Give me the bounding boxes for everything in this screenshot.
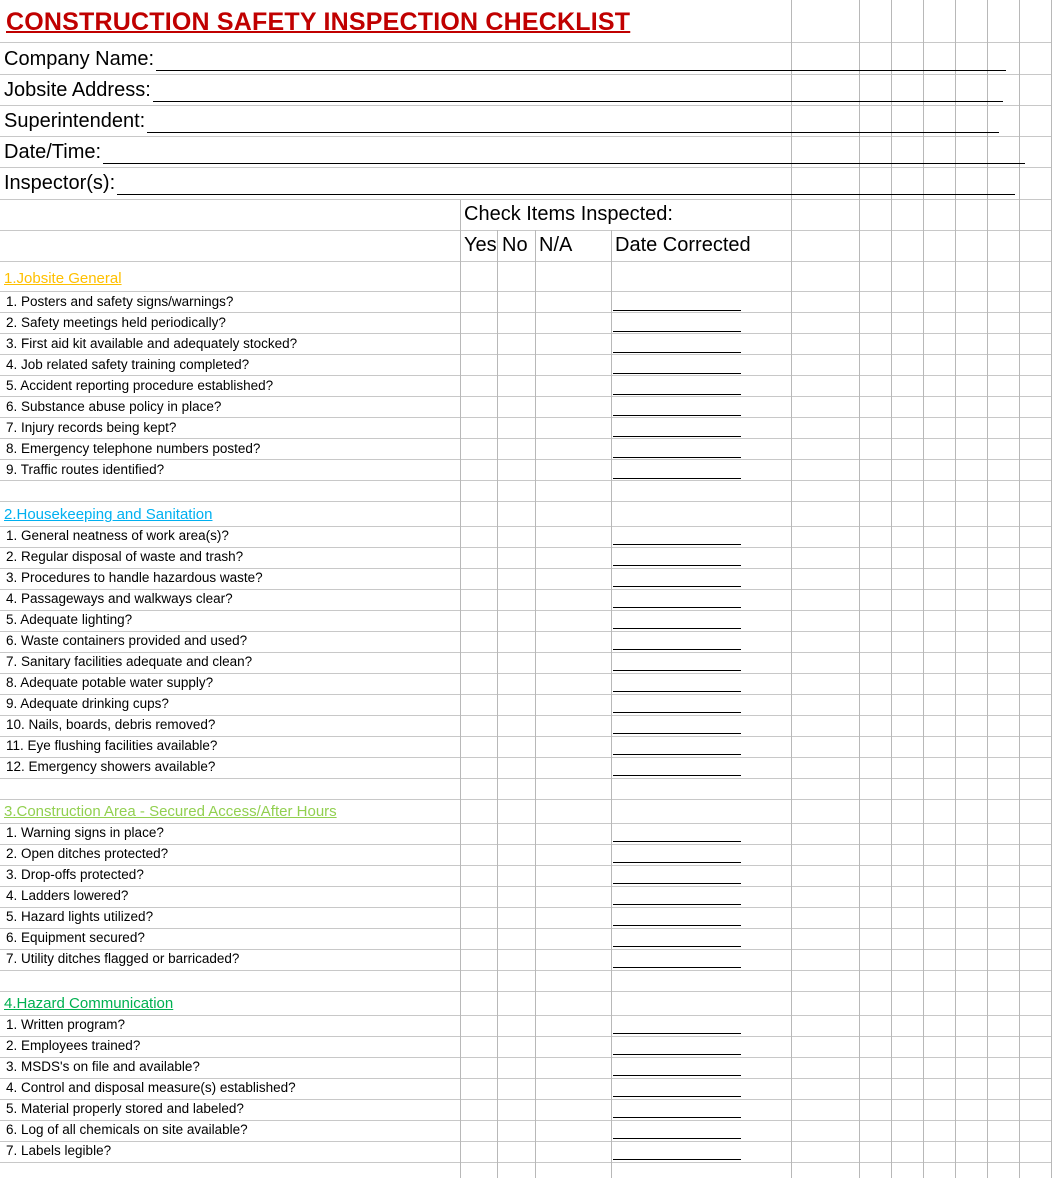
- list-item: 4. Passageways and walkways clear?: [6, 591, 233, 606]
- date-corrected-line[interactable]: [613, 690, 741, 692]
- date-corrected-line[interactable]: [613, 945, 741, 947]
- list-item: 5. Material properly stored and labeled?: [6, 1101, 244, 1116]
- list-item: 3. Procedures to handle hazardous waste?: [6, 570, 263, 585]
- list-item: 1. Written program?: [6, 1017, 126, 1032]
- grid-row-line: [0, 949, 1052, 950]
- date-corrected-line[interactable]: [613, 1158, 741, 1160]
- grid-row-line: [0, 757, 1052, 758]
- grid-row-line: [0, 526, 1052, 527]
- date-corrected-line[interactable]: [613, 372, 741, 374]
- list-item: 9. Adequate drinking cups?: [6, 696, 169, 711]
- section-title-construction-area: 3.Construction Area - Secured Access/After Hours: [4, 803, 337, 820]
- grid-row-line: [0, 991, 1052, 992]
- list-item: 12. Emergency showers available?: [6, 759, 216, 774]
- date-corrected-line[interactable]: [613, 966, 741, 968]
- grid-row-line: [0, 1120, 1052, 1121]
- date-corrected-line[interactable]: [613, 774, 741, 776]
- date-corrected-line[interactable]: [613, 1053, 741, 1055]
- list-item: 1. Warning signs in place?: [6, 825, 164, 840]
- date-corrected-line[interactable]: [613, 924, 741, 926]
- list-item: 5. Adequate lighting?: [6, 612, 133, 627]
- date-corrected-line[interactable]: [613, 840, 741, 842]
- check-items-header: Check Items Inspected:: [464, 203, 673, 225]
- company-name-field[interactable]: [4, 48, 1006, 71]
- grid-row-line: [0, 610, 1052, 611]
- jobsite-address-field[interactable]: [4, 79, 1003, 102]
- grid-row-line: [0, 928, 1052, 929]
- date-corrected-line[interactable]: [613, 669, 741, 671]
- list-item: 6. Log of all chemicals on site available?: [6, 1122, 248, 1137]
- grid-row-line: [0, 74, 1052, 75]
- grid-row-line: [0, 261, 1052, 262]
- section-title-jobsite-general: 1.Jobsite General: [4, 270, 122, 287]
- date-corrected-line[interactable]: [613, 309, 741, 311]
- grid-row-line: [0, 167, 1052, 168]
- grid-row-line: [0, 1078, 1052, 1079]
- grid-row-line: [0, 230, 1052, 231]
- grid-row-line: [0, 799, 1052, 800]
- grid-row-line: [0, 42, 1052, 43]
- company-name-line[interactable]: [156, 54, 1006, 71]
- superintendent-field[interactable]: [4, 110, 999, 133]
- date-corrected-line[interactable]: [613, 711, 741, 713]
- date-corrected-line[interactable]: [613, 606, 741, 608]
- date-corrected-line[interactable]: [613, 456, 741, 458]
- grid-row-line: [0, 886, 1052, 887]
- date-corrected-line[interactable]: [613, 585, 741, 587]
- list-item: 2. Employees trained?: [6, 1038, 141, 1053]
- grid-row-line: [0, 136, 1052, 137]
- date-corrected-line[interactable]: [613, 330, 741, 332]
- grid-row-line: [0, 1141, 1052, 1142]
- grid-row-line: [0, 417, 1052, 418]
- page-title: CONSTRUCTION SAFETY INSPECTION CHECKLIST: [6, 8, 631, 36]
- list-item: 7. Injury records being kept?: [6, 420, 177, 435]
- list-item: 5. Hazard lights utilized?: [6, 909, 154, 924]
- date-corrected-line[interactable]: [613, 1137, 741, 1139]
- grid-row-line: [0, 673, 1052, 674]
- list-item: 4. Job related safety training completed?: [6, 357, 250, 372]
- grid-row-line: [0, 1057, 1052, 1058]
- list-item: 2. Open ditches protected?: [6, 846, 169, 861]
- date-corrected-line[interactable]: [613, 648, 741, 650]
- grid-row-line: [0, 312, 1052, 313]
- date-corrected-column-header: Date Corrected: [615, 234, 751, 256]
- list-item: 7. Labels legible?: [6, 1143, 112, 1158]
- na-column-header: N/A: [539, 234, 573, 256]
- grid-row-line: [0, 970, 1052, 971]
- date-corrected-line[interactable]: [613, 903, 741, 905]
- grid-row-line: [0, 694, 1052, 695]
- jobsite-address-line[interactable]: [153, 85, 1003, 102]
- no-column-header: No: [502, 234, 528, 256]
- list-item: 2. Safety meetings held periodically?: [6, 315, 226, 330]
- list-item: 3. Drop-offs protected?: [6, 867, 144, 882]
- grid-row-line: [0, 375, 1052, 376]
- grid-row-line: [0, 844, 1052, 845]
- grid-row-line: [0, 105, 1052, 106]
- grid-row-line: [0, 547, 1052, 548]
- date-corrected-line[interactable]: [613, 414, 741, 416]
- grid-row-line: [0, 459, 1052, 460]
- date-corrected-line[interactable]: [613, 1095, 741, 1097]
- grid-row-line: [0, 568, 1052, 569]
- grid-row-line: [0, 438, 1052, 439]
- date-corrected-line[interactable]: [613, 435, 741, 437]
- grid-row-line: [0, 907, 1052, 908]
- date-corrected-line[interactable]: [613, 393, 741, 395]
- date-corrected-line[interactable]: [613, 564, 741, 566]
- grid-row-line: [0, 778, 1052, 779]
- grid-row-line: [0, 501, 1052, 502]
- list-item: 4. Ladders lowered?: [6, 888, 129, 903]
- grid-row-line: [0, 823, 1052, 824]
- date-time-line[interactable]: [103, 147, 1025, 164]
- grid-row-line: [0, 480, 1052, 481]
- list-item: 7. Sanitary facilities adequate and clean?: [6, 654, 253, 669]
- grid-row-line: [0, 1162, 1052, 1163]
- grid-row-line: [0, 1036, 1052, 1037]
- list-item: 8. Emergency telephone numbers posted?: [6, 441, 261, 456]
- grid-row-line: [0, 354, 1052, 355]
- superintendent-label: Superintendent:: [4, 110, 146, 132]
- date-time-label: Date/Time:: [4, 141, 102, 163]
- list-item: 7. Utility ditches flagged or barricaded?: [6, 951, 240, 966]
- inspectors-line[interactable]: [117, 178, 1015, 195]
- list-item: 4. Control and disposal measure(s) established?: [6, 1080, 296, 1095]
- grid-row-line: [0, 1015, 1052, 1016]
- list-item: 11. Eye flushing facilities available?: [6, 738, 218, 753]
- grid-row-line: [0, 589, 1052, 590]
- date-corrected-line[interactable]: [613, 477, 741, 479]
- section-title-housekeeping: 2.Housekeeping and Sanitation: [4, 506, 213, 523]
- jobsite-address-label: Jobsite Address:: [4, 79, 151, 101]
- list-item: 8. Adequate potable water supply?: [6, 675, 214, 690]
- date-corrected-line[interactable]: [613, 627, 741, 629]
- grid-row-line: [0, 865, 1052, 866]
- date-time-field[interactable]: [4, 141, 1025, 164]
- superintendent-line[interactable]: [147, 116, 999, 133]
- yes-column-header: Yes: [464, 234, 497, 256]
- date-corrected-line[interactable]: [613, 1116, 741, 1118]
- grid-row-line: [0, 736, 1052, 737]
- grid-row-line: [0, 1099, 1052, 1100]
- grid-row-line: [0, 631, 1052, 632]
- date-corrected-line[interactable]: [613, 351, 741, 353]
- grid-row-line: [0, 652, 1052, 653]
- grid-row-line: [0, 333, 1052, 334]
- list-item: 3. MSDS's on file and available?: [6, 1059, 200, 1074]
- list-item: 5. Accident reporting procedure established?: [6, 378, 274, 393]
- grid-row-line: [0, 715, 1052, 716]
- inspectors-field[interactable]: [4, 172, 1015, 195]
- date-corrected-line[interactable]: [613, 753, 741, 755]
- list-item: 3. First aid kit available and adequately stocked?: [6, 336, 298, 351]
- date-corrected-line[interactable]: [613, 861, 741, 863]
- section-title-hazard-communication: 4.Hazard Communication: [4, 995, 174, 1012]
- list-item: 6. Equipment secured?: [6, 930, 145, 945]
- company-name-label: Company Name:: [4, 48, 155, 70]
- grid-row-line: [0, 396, 1052, 397]
- grid-row-line: [0, 291, 1052, 292]
- date-corrected-line[interactable]: [613, 1032, 741, 1034]
- list-item: 10. Nails, boards, debris removed?: [6, 717, 216, 732]
- inspectors-label: Inspector(s):: [4, 172, 116, 194]
- list-item: 1. Posters and safety signs/warnings?: [6, 294, 234, 309]
- list-item: 6. Waste containers provided and used?: [6, 633, 248, 648]
- list-item: 6. Substance abuse policy in place?: [6, 399, 222, 414]
- date-corrected-line[interactable]: [613, 543, 741, 545]
- date-corrected-line[interactable]: [613, 1074, 741, 1076]
- grid-row-line: [0, 199, 1052, 200]
- date-corrected-line[interactable]: [613, 882, 741, 884]
- list-item: 1. General neatness of work area(s)?: [6, 528, 229, 543]
- list-item: 9. Traffic routes identified?: [6, 462, 165, 477]
- list-item: 2. Regular disposal of waste and trash?: [6, 549, 244, 564]
- date-corrected-line[interactable]: [613, 732, 741, 734]
